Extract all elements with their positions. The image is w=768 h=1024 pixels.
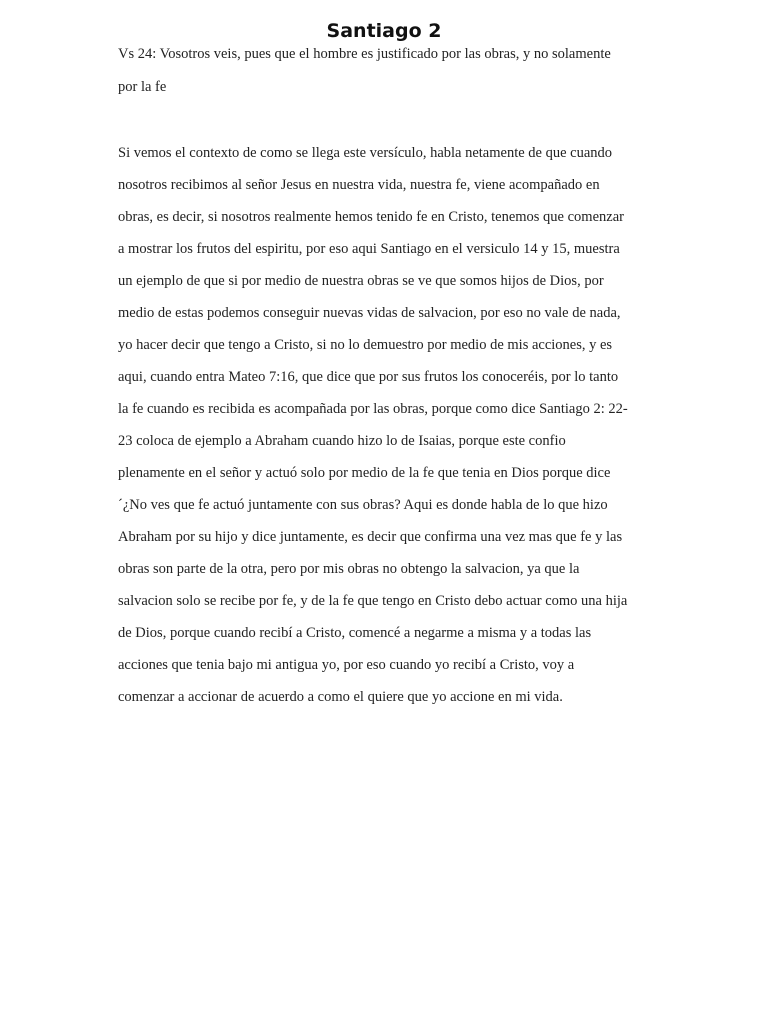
body-line: salvacion solo se recibe por fe, y de la fe que tengo en Cristo debo actuar como una hija xyxy=(118,593,628,609)
body-line: de Dios, porque cuando recibí a Cristo, comencé a negarme a misma y a todas las xyxy=(118,625,592,641)
body-line: acciones que tenia bajo mi antigua yo, por eso cuando yo recibí a Cristo, voy a xyxy=(118,657,575,673)
body-line: Abraham por su hijo y dice juntamente, es decir que confirma una vez mas que fe y las xyxy=(118,529,623,545)
page-title: Santiago 2 xyxy=(326,20,442,42)
body-line: aqui, cuando entra Mateo 7:16, que dice que por sus frutos los conoceréis, por lo tanto xyxy=(118,369,619,385)
body-line: a mostrar los frutos del espiritu, por eso aqui Santiago en el versiculo 14 y 15, muestra xyxy=(118,241,620,257)
verse-line: por la fe xyxy=(118,79,167,95)
body-line: comenzar a accionar de acuerdo a como el quiere que yo accione en mi vida. xyxy=(118,689,563,705)
verse-line: Vs 24: Vosotros veis, pues que el hombre es justificado por las obras, y no solamente xyxy=(118,46,611,62)
body-line: 23 coloca de ejemplo a Abraham cuando hizo lo de Isaias, porque este confio xyxy=(118,433,566,449)
body-line: nosotros recibimos al señor Jesus en nuestra vida, nuestra fe, viene acompañado en xyxy=(118,177,600,193)
body-line: ´¿No ves que fe actuó juntamente con sus obras? Aqui es donde habla de lo que hizo xyxy=(118,497,608,513)
body-line: un ejemplo de que si por medio de nuestra obras se ve que somos hijos de Dios, por xyxy=(118,273,604,289)
body-line: la fe cuando es recibida es acompañada por las obras, porque como dice Santiago 2: 22- xyxy=(118,401,628,417)
body-line: medio de estas podemos conseguir nuevas vidas de salvacion, por eso no vale de nada, xyxy=(118,305,621,321)
body-line: Si vemos el contexto de como se llega este versículo, habla netamente de que cuando xyxy=(118,145,613,161)
body-line: yo hacer decir que tengo a Cristo, si no lo demuestro por medio de mis acciones, y es xyxy=(118,337,613,353)
body-line: plenamente en el señor y actuó solo por medio de la fe que tenia en Dios porque dice xyxy=(118,465,611,481)
body-line: obras son parte de la otra, pero por mis obras no obtengo la salvacion, ya que la xyxy=(118,561,580,577)
body-line: obras, es decir, si nosotros realmente hemos tenido fe en Cristo, tenemos que comenzar xyxy=(118,209,624,225)
